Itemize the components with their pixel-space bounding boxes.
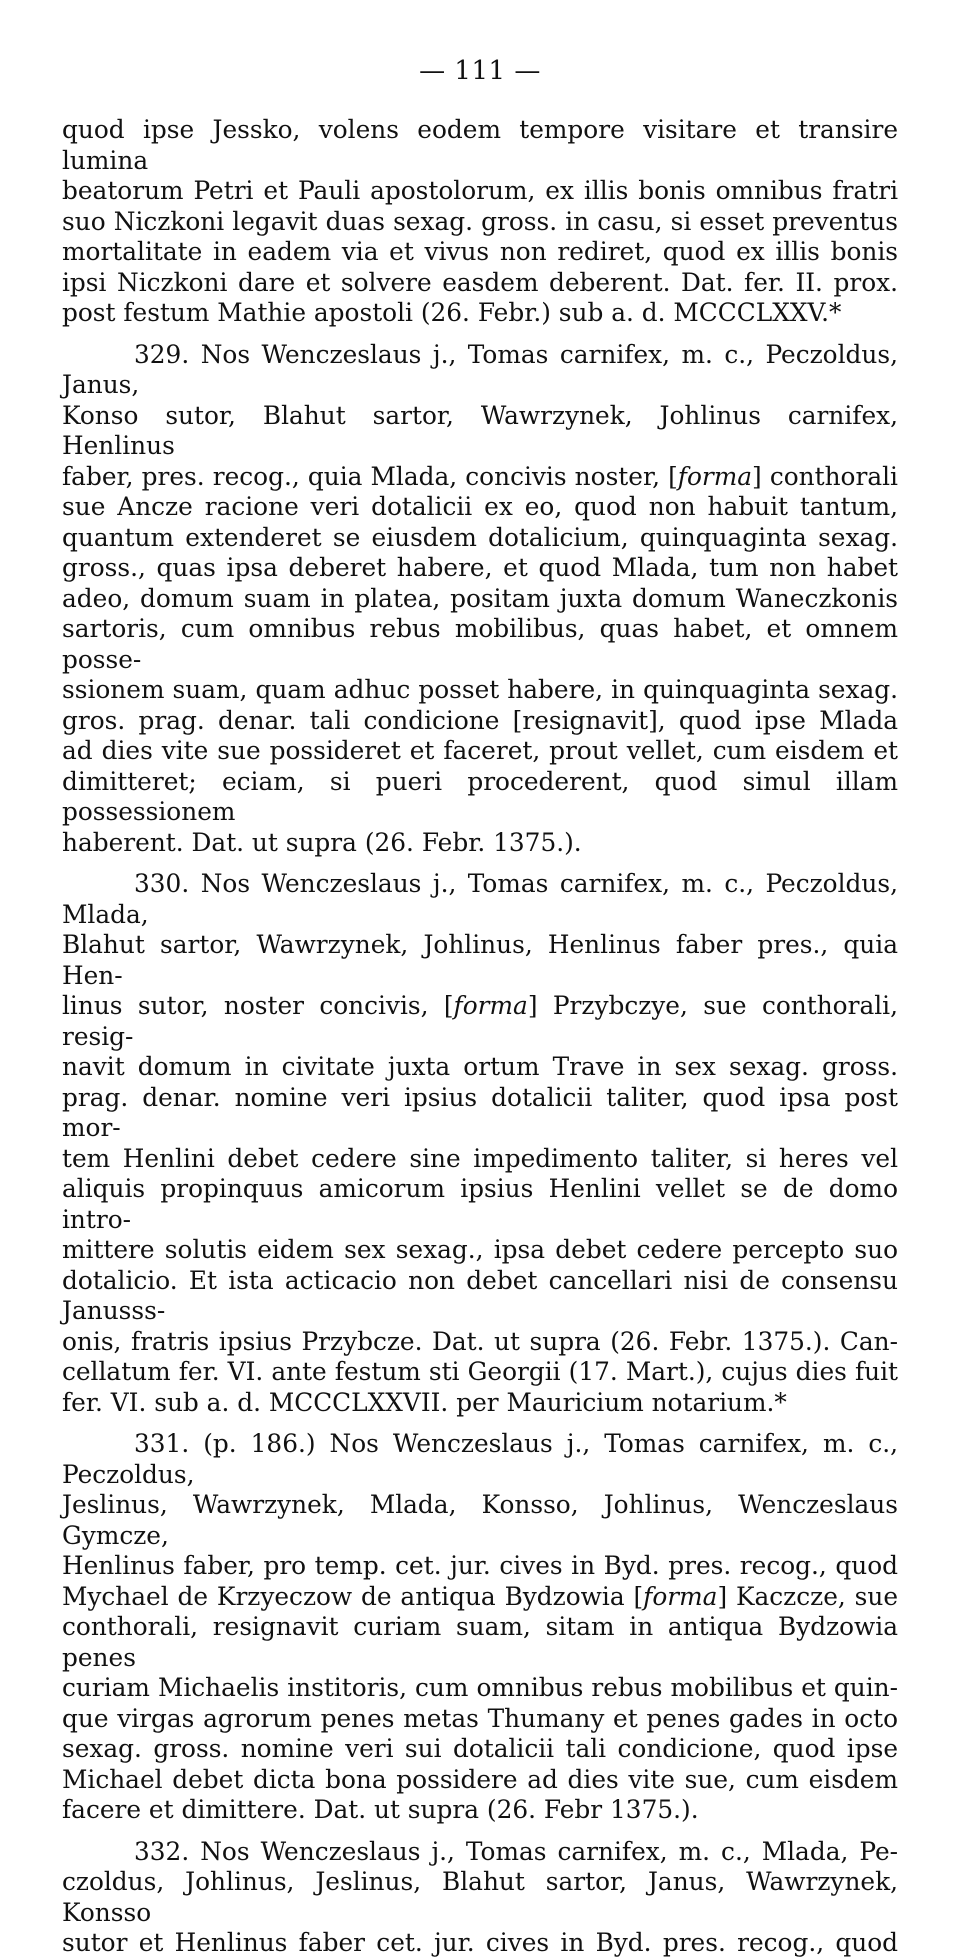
text-line: czoldus, Johlinus, Jeslinus, Blahut sartor, Janus, Wawrzynek, Konsso <box>62 1867 898 1927</box>
text-line: cellatum fer. VI. ante festum sti Georgii (17. Mart.), cujus dies fuit <box>62 1357 898 1386</box>
entry-331 <box>62 1429 898 1826</box>
text-line: Jeslinus, Wawrzynek, Mlada, Konsso, Johlinus, Wenczeslaus Gymcze, <box>62 1490 898 1550</box>
text-line: ssionem suam, quam adhuc posset habere, in quinquaginta sexag. <box>62 675 898 704</box>
editorial-marker: forma <box>643 1581 718 1611</box>
text-line: mortalitate in eadem via et vivus non rediret, quod ex illis bonis <box>62 237 898 266</box>
text-line: sue Ancze racione veri dotalicii ex eo, quod non habuit tantum, <box>62 492 898 521</box>
text-line: ad dies vite sue possideret et faceret, prout vellet, cum eisdem et <box>62 736 898 765</box>
text-line: Henlinus faber, pro temp. cet. jur. cives in Byd. pres. recog., quod <box>62 1551 898 1580</box>
text-line: suo Niczkoni legavit duas sexag. gross. in casu, si esset preventus <box>62 206 898 236</box>
text-line: sutor et Henlinus faber cet. jur. cives in Byd. pres. recog., quod <box>62 1928 898 1957</box>
page-number: — 111 — <box>419 56 541 86</box>
text-line: 329. Nos Wenczeslaus j., Tomas carnifex, m. c., Peczoldus, Janus, <box>62 339 898 399</box>
text-line: linus sutor, noster concivis, [forma] Przybczye, sue conthorali, resig- <box>62 991 898 1051</box>
text-line: 331. (p. 186.) Nos Wenczeslaus j., Tomas carnifex, m. c., Peczoldus, <box>62 1429 898 1489</box>
text-line: dotalicio. Et ista acticacio non debet cancellari nisi de consensu Janusss- <box>62 1265 898 1325</box>
text-line: ipsi Niczkoni dare et solvere easdem deberent. Dat. fer. II. prox. <box>62 267 898 297</box>
text-line: haberent. Dat. ut supra (26. Febr. 1375.). <box>62 827 582 857</box>
text-line: dimitteret; eciam, si pueri procederent, quod simul illam possessionem <box>62 766 898 826</box>
paragraph-continuation <box>62 115 898 329</box>
text-line: facere et dimittere. Dat. ut supra (26. Febr 1375.). <box>62 1795 699 1824</box>
document-body <box>62 115 898 1959</box>
text-line: gross., quas ipsa deberet habere, et quod Mlada, tum non habet <box>62 553 898 582</box>
text-line: post festum Mathie apostoli (26. Febr.) sub a. d. MCCCLXXV.* <box>62 298 842 327</box>
text-line: quod ipse Jessko, volens eodem tempore visitare et transire lumina <box>62 115 898 175</box>
editorial-marker: forma <box>453 991 528 1020</box>
text-line: quantum extenderet se eiusdem dotalicium, quinquaginta sexag. <box>62 522 898 552</box>
text-line: prag. denar. nomine veri ipsius dotalicii taliter, quod ipsa post mor- <box>62 1082 898 1142</box>
entry-330 <box>62 869 898 1418</box>
text-line: gros. prag. denar. tali condicione [resignavit], quod ipse Mlada <box>62 705 898 735</box>
text-line: navit domum in civitate juxta ortum Trave in sex sexag. gross. <box>62 1052 898 1081</box>
text-line: curiam Michaelis institoris, cum omnibus rebus mobilibus et quin- <box>62 1673 898 1702</box>
text-line: 330. Nos Wenczeslaus j., Tomas carnifex, m. c., Peczoldus, Mlada, <box>62 869 898 929</box>
text-line: beatorum Petri et Pauli apostolorum, ex illis bonis omnibus fratri <box>62 176 898 205</box>
text-line: Mychael de Krzyeczow de antiqua Bydzowia [forma] Kaczcze, sue <box>62 1581 898 1611</box>
text-line: Konso sutor, Blahut sartor, Wawrzynek, Johlinus carnifex, Henlinus <box>62 400 898 460</box>
text-line: sartoris, cum omnibus rebus mobilibus, quas habet, et omnem posse- <box>62 614 898 674</box>
text-line: que virgas agrorum penes metas Thumany et penes gades in octo <box>62 1703 898 1733</box>
text-line: faber, pres. recog., quia Mlada, concivis noster, [forma] conthorali <box>62 461 898 491</box>
text-line: sexag. gross. nomine veri sui dotalicii tali condicione, quod ipse <box>62 1734 898 1763</box>
text-line: aliquis propinquus amicorum ipsius Henlini vellet se de domo intro- <box>62 1174 898 1234</box>
text-line: conthorali, resignavit curiam suam, sitam in antiqua Bydzowia penes <box>62 1612 898 1672</box>
text-line: fer. VI. sub a. d. MCCCLXXVII. per Mauricium notarium.* <box>62 1387 787 1417</box>
text-line: tem Henlini debet cedere sine impedimento taliter, si heres vel <box>62 1143 898 1173</box>
text-line: Michael debet dicta bona possidere ad dies vite sue, cum eisdem <box>62 1764 898 1794</box>
text-line: mittere solutis eidem sex sexag., ipsa debet cedere percepto suo <box>62 1235 898 1264</box>
editorial-marker: forma <box>677 461 753 491</box>
text-line: onis, fratris ipsius Przybcze. Dat. ut supra (26. Febr. 1375.). Can- <box>62 1326 898 1356</box>
text-line: Blahut sartor, Wawrzynek, Johlinus, Henlinus faber pres., quia Hen- <box>62 930 898 990</box>
entry-332 <box>62 1837 898 1959</box>
text-line: 332. Nos Wenczeslaus j., Tomas carnifex, m. c., Mlada, Pe- <box>134 1836 898 1866</box>
entry-329 <box>62 340 898 859</box>
text-line: adeo, domum suam in platea, positam juxta domum Waneczkonis <box>62 583 898 613</box>
